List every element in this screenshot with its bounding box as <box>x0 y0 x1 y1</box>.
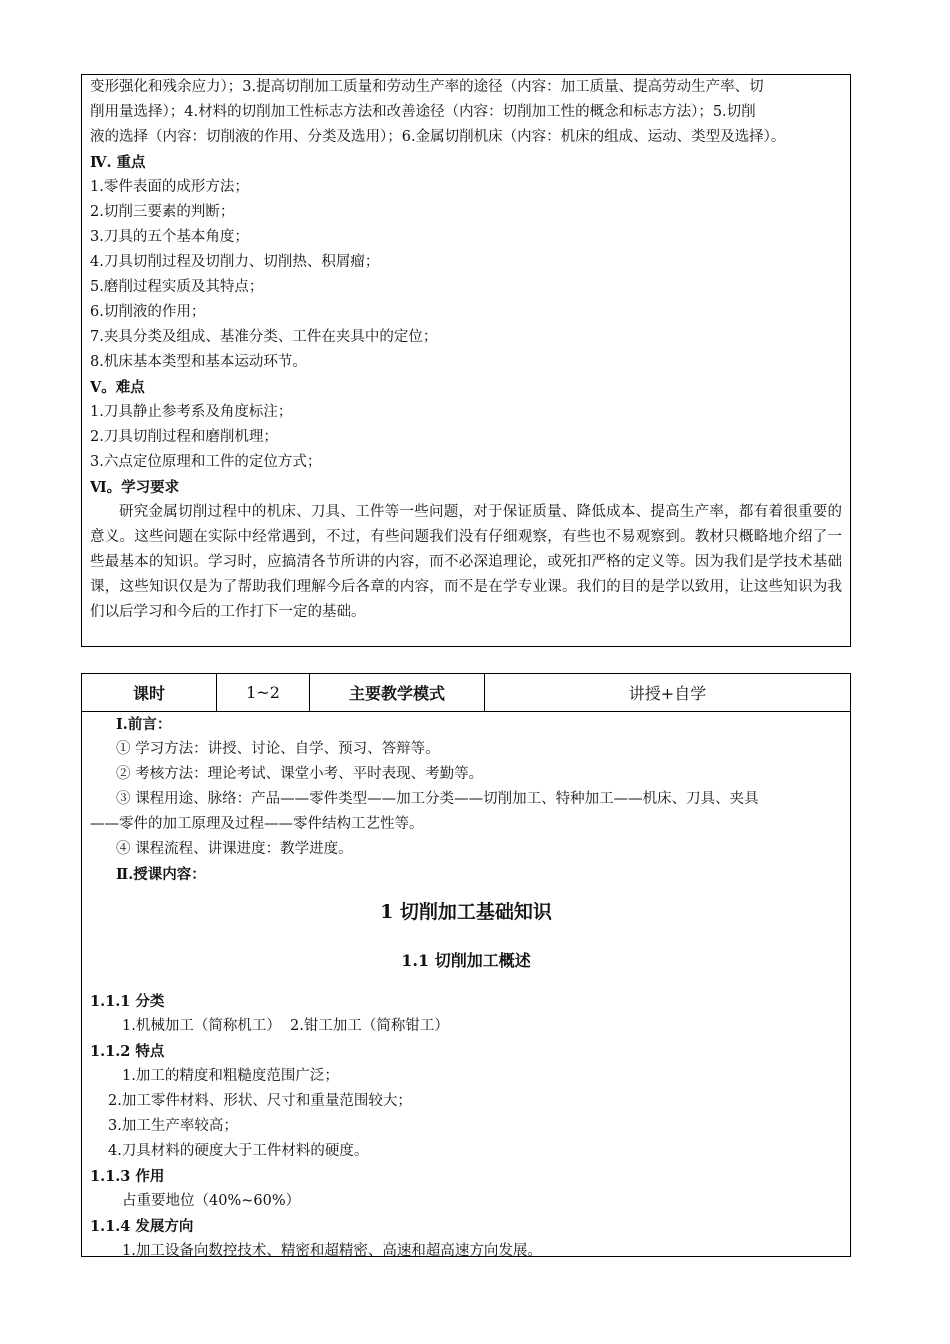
subsection-title: 1.1.4 发展方向 <box>90 1218 194 1235</box>
lesson-table-header <box>82 674 850 712</box>
text-line: 液的选择（内容：切削液的作用、分类及选用）；6.金属切削机床（内容：机床的组成、运动、类型及选择）。 <box>90 129 786 145</box>
requirements-heading: Ⅵ。学习要求 <box>90 479 180 496</box>
key-point-item: 5.磨削过程实质及其特点； <box>90 279 264 295</box>
preface-item: ③ 课程用途、脉络：产品——零件类型——加工分类——切削加工、特种加工——机床、刀具、夹具 <box>116 791 759 807</box>
feature-item: 1.加工的精度和粗糙度范围广泛； <box>122 1068 339 1084</box>
subsection-title: 1.1.2 特点 <box>90 1043 165 1060</box>
subsection-line: 1.机械加工（简称机工） 2.钳工加工（简称钳工） <box>122 1018 449 1034</box>
chapter-title: 1 切削加工基础知识 <box>380 901 552 923</box>
key-point-item: 4.刀具切削过程及切削力、切削热、积屑瘤； <box>90 254 380 270</box>
key-point-item: 2.切削三要素的判断； <box>90 204 235 220</box>
subsection-title: 1.1.1 分类 <box>90 993 165 1010</box>
hours-label: 课时 <box>82 674 217 711</box>
difficulty-item: 1.刀具静止参考系及角度标注； <box>90 404 293 420</box>
difficulty-item: 3.六点定位原理和工件的定位方式； <box>90 454 322 470</box>
preface-item: ① 学习方法：讲授、讨论、自学、预习、答辩等。 <box>116 741 440 757</box>
lesson-table <box>81 673 851 1257</box>
text-line: 削用量选择）；4.材料的切削加工性标志方法和改善途径（内容：切削加工性的概念和标志方法）；5.切削 <box>90 104 756 120</box>
key-point-item: 7.夹具分类及组成、基准分类、工件在夹具中的定位； <box>90 329 438 345</box>
feature-item: 4.刀具材料的硬度大于工件材料的硬度。 <box>108 1143 369 1159</box>
key-point-item: 8.机床基本类型和基本运动环节。 <box>90 354 307 370</box>
key-point-item: 6.切削液的作用； <box>90 304 206 320</box>
feature-item: 2.加工零件材料、形状、尺寸和重量范围较大； <box>108 1093 412 1109</box>
text-line: 变形强化和残余应力）；3.提高切削加工质量和劳动生产率的途径（内容：加工质量、提高劳动生产率、切 <box>90 79 764 95</box>
key-point-item: 1.零件表面的成形方法； <box>90 179 249 195</box>
difficulty-item: 2.刀具切削过程和磨削机理； <box>90 429 278 445</box>
preface-item: ② 考核方法：理论考试、课堂小考、平时表现、考勤等。 <box>116 766 484 782</box>
preface-item: ④ 课程流程、讲课进度：教学进度。 <box>116 841 353 857</box>
subsection-title: 1.1.3 作用 <box>90 1168 165 1185</box>
hours-value: 1~2 <box>217 674 310 711</box>
content-heading: Ⅱ.授课内容： <box>116 866 206 883</box>
key-point-item: 3.刀具的五个基本角度； <box>90 229 249 245</box>
top-content-box <box>81 74 851 647</box>
lesson-content <box>82 712 850 1264</box>
difficulties-heading: Ⅴ。难点 <box>90 379 145 396</box>
requirements-paragraph: 研究金属切削过程中的机床、刀具、工件等一些问题，对于保证质量、降低成本、提高生产率，都有着很重要的意义。这些问题在实际中经常遇到，不过，有些问题我们没有仔细观察，有些也不易观察到。教材只概略地介绍了一些最基本的知识。学习时，应搞清各节所讲的内容，而不必深追理论，或死扣严格的定义等。因为我们是学技术基础课，这些知识仅是为了帮助我们理解今后各章的内容，而不是在学专业课。我们的目的是学以致用，让这些知识为我们以后学习和今后的工作打下一定的基础。 <box>90 504 842 620</box>
preface-heading: Ⅰ.前言： <box>116 716 172 733</box>
feature-item: 3.加工生产率较高； <box>108 1118 238 1134</box>
teaching-mode-value: 讲授+自学 <box>628 684 707 703</box>
section-title: 1.1 切削加工概述 <box>401 951 531 970</box>
key-points-heading: Ⅳ. 重点 <box>90 154 146 171</box>
subsection-line: 占重要地位（40%~60%） <box>122 1193 301 1209</box>
preface-item: ——零件的加工原理及过程——零件结构工艺性等。 <box>90 816 424 832</box>
teaching-mode-label: 主要教学模式 <box>310 674 485 711</box>
subsection-line: 1.加工设备向数控技术、精密和超精密、高速和超高速方向发展。 <box>122 1243 542 1259</box>
